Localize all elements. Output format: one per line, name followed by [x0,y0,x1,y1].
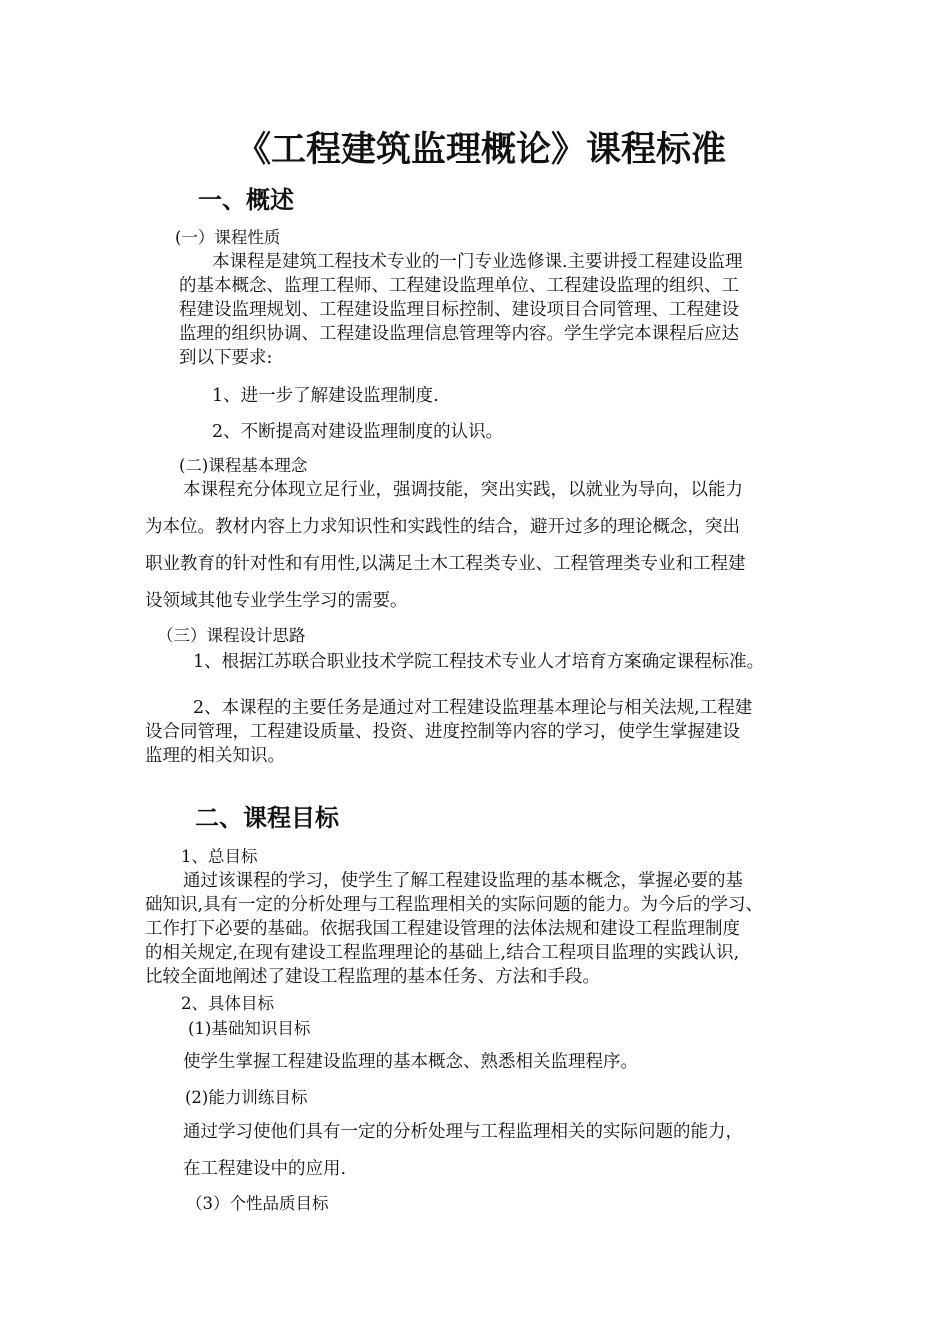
paragraph-line: 本课程是建筑工程技术专业的一门专业选修课.主要讲授工程建设监理 [212,252,743,272]
paragraph-line: 设合同管理，工程建设质量、投资、进度控制等内容的学习，使学生掌握建设 [145,722,740,742]
paragraph-line: 工作打下必要的基础。依据我国工程建设管理的法体法规和建设工程监理制度 [145,919,740,939]
section-heading-goals: 二、课程目标 [195,804,339,832]
paragraph-line: 比较全面地阐述了建设工程监理的基本任务、方法和手段。 [145,967,600,987]
paragraph-line: 监理的相关知识。 [145,746,285,766]
subheading-specific-goals: 2、具体目标 [181,994,274,1013]
list-item: 1、进一步了解建设监理制度. [212,386,439,406]
document-title: 《工程建筑监理概论》课程标准 [236,130,727,170]
list-item: 2、不断提高对建设监理制度的认识。 [212,422,504,442]
subheading-design-approach: （三）课程设计思路 [157,626,306,645]
subheading-course-nature: (一）课程性质 [175,228,281,247]
paragraph-line: 程建设监理规划、工程建设监理目标控制、建设项目合同管理、工程建设 [179,300,739,320]
paragraph-line: 设领域其他专业学生学习的需要。 [145,591,408,611]
paragraph-line: 础知识,具有一定的分析处理与工程监理相关的实际问题的能力。为今后的学习、 [145,895,764,915]
subheading-quality-goal: （3）个性品质目标 [186,1194,329,1213]
section-heading-overview: 一、概述 [198,186,294,214]
paragraph-line: 在工程建设中的应用. [183,1159,347,1179]
subheading-ability-goal: (2)能力训练目标 [185,1088,308,1107]
paragraph-line: 通过学习使他们具有一定的分析处理与工程监理相关的实际问题的能力， [183,1122,743,1142]
paragraph-line: 监理的组织协调、工程建设监理信息管理等内容。学生学完本课程后应达 [179,324,739,344]
paragraph-line: 2、本课程的主要任务是通过对工程建设监理基本理论与相关法规,工程建 [193,698,753,718]
paragraph-line: 为本位。教材内容上力求知识性和实践性的结合，避开过多的理论概念，突出 [145,517,740,537]
paragraph-line: 到以下要求: [179,348,273,368]
paragraph-line: 通过该课程的学习，使学生了解工程建设监理的基本概念，掌握必要的基 [183,871,743,891]
subheading-basic-concept: (二)课程基本理念 [179,456,308,475]
paragraph-line: 使学生掌握工程建设监理的基本概念、熟悉相关监理程序。 [183,1052,638,1072]
paragraph-line: 的基本概念、监理工程师、工程建设监理单位、工程建设监理的组织、工 [179,276,739,296]
subheading-knowledge-goal: (1)基础知识目标 [188,1019,311,1038]
subheading-overall-goal: 1、总目标 [181,847,258,866]
paragraph-line: 职业教育的针对性和有用性,以满足土木工程类专业、工程管理类专业和工程建 [145,554,746,574]
paragraph-line: 本课程充分体现立足行业，强调技能，突出实践，以就业为导向，以能力 [183,480,743,500]
paragraph-line: 的相关规定,在现有建设工程监理理论的基础上,结合工程项目监理的实践认识, [145,943,740,963]
list-item: 1、根据江苏联合职业技术学院工程技术专业人才培育方案确定课程标准。 [193,652,765,672]
